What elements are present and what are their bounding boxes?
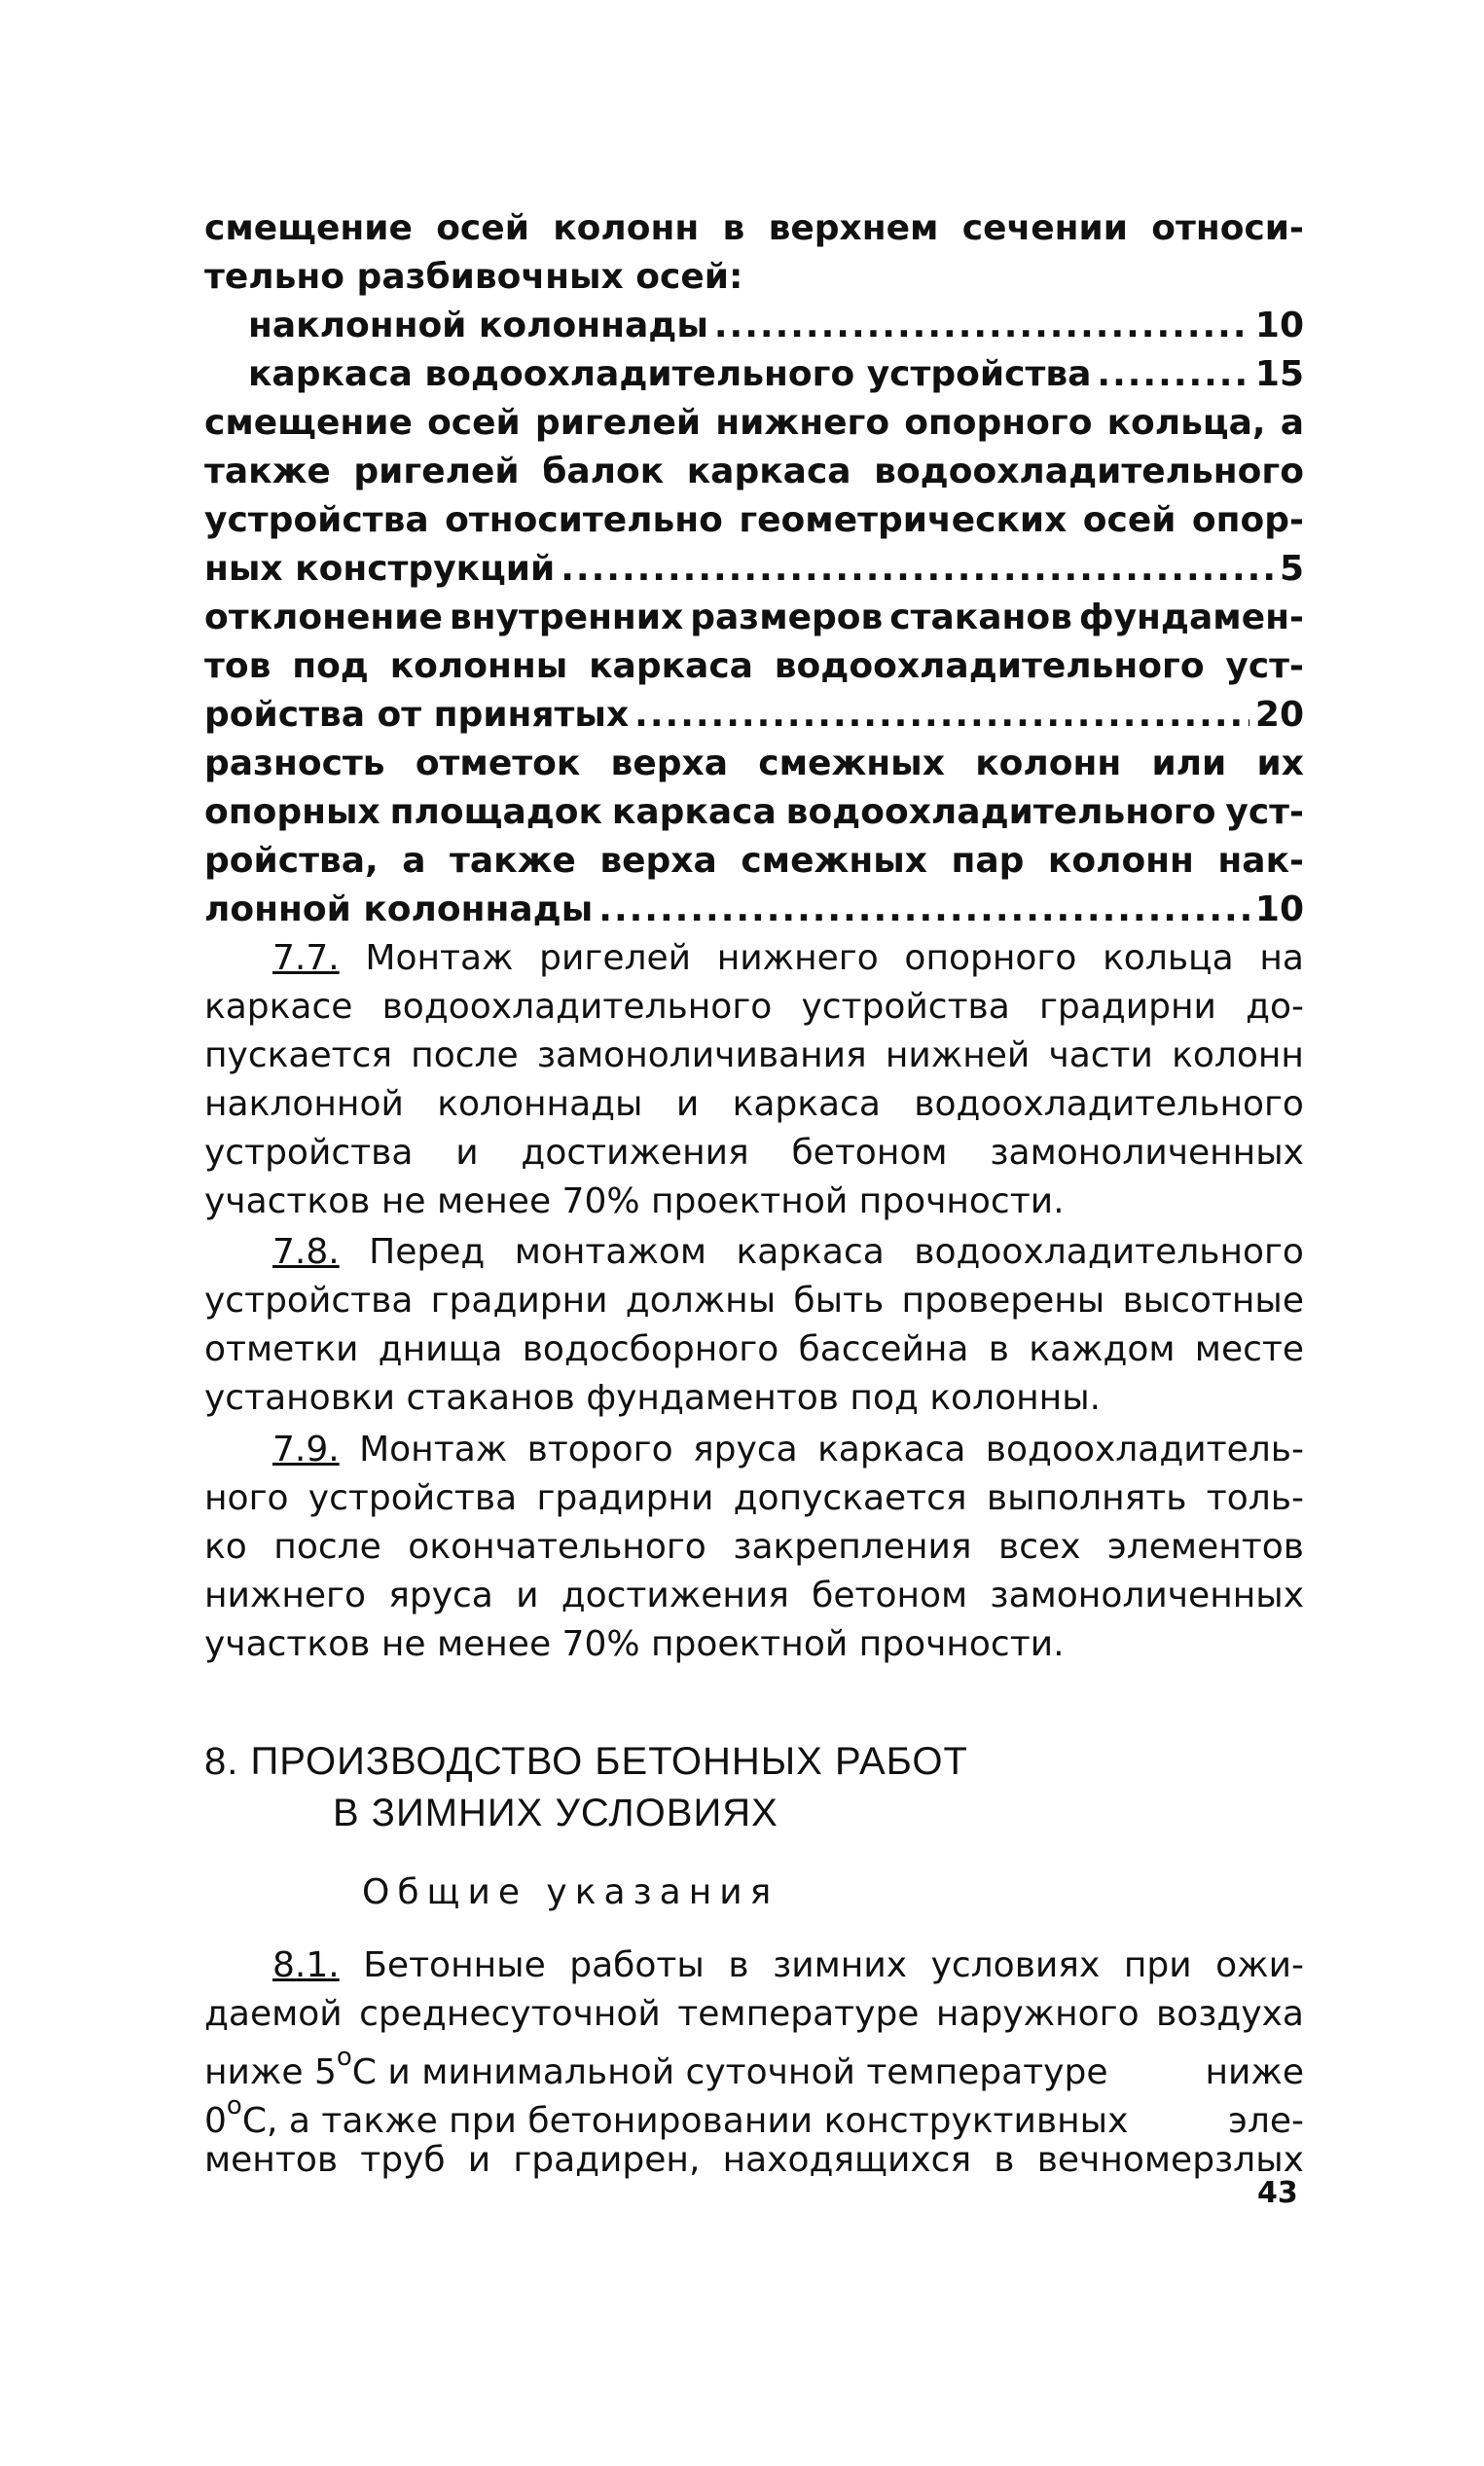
word: нижней [885, 1035, 1031, 1075]
word: толь- [1206, 1478, 1304, 1518]
text-line: $0^оС$, а также при бетонировании конструктивных эле- [204, 2091, 1304, 2141]
text-line [204, 399, 1304, 448]
word: быть [793, 1281, 885, 1321]
word: колонн [1172, 1035, 1304, 1075]
word: устройства [308, 1478, 518, 1518]
word: и [675, 1084, 700, 1124]
word: осей [436, 208, 529, 248]
word: достижения [561, 1576, 789, 1615]
word: водоохладительного [874, 452, 1304, 491]
word: каркаса [611, 792, 777, 832]
word: среднесуточной [359, 1994, 661, 2034]
word: тов [204, 646, 271, 686]
word: наружного [935, 1994, 1140, 2034]
word: водоохладитель- [985, 1430, 1304, 1469]
word: ожи- [1215, 1945, 1304, 1985]
word: колонны [389, 646, 568, 686]
leader-line: ройства от принятых ..... 20 [204, 691, 1304, 740]
word: в [994, 2140, 1015, 2180]
text-line [204, 1325, 1304, 1374]
word: ко [204, 1527, 247, 1567]
word: работы [569, 1945, 705, 1985]
word: каркаса [686, 452, 851, 491]
word: нижнего [715, 403, 890, 443]
word: градирен, [513, 2140, 701, 2180]
clause-number: 7.9. [272, 1430, 340, 1469]
word: и [467, 2140, 491, 2180]
text-line [204, 642, 1304, 691]
paragraph-7-7 [204, 934, 1304, 1226]
word: находящихся [722, 2140, 972, 2180]
word: ного [204, 1478, 289, 1518]
word: также [449, 841, 576, 881]
word: днища [378, 1329, 503, 1369]
clause-number: 8.1. [272, 1945, 340, 1985]
word: ригелей [534, 403, 702, 443]
word: отклонение [204, 598, 443, 637]
word: монтажом [514, 1232, 707, 1272]
text-line [204, 1474, 1304, 1523]
word: градирни [1039, 987, 1216, 1027]
word: водоохладительного [381, 987, 773, 1027]
word: Перед [369, 1232, 486, 1272]
word: устройства [204, 1133, 414, 1173]
word: опор- [1191, 500, 1304, 540]
word: в [728, 1945, 749, 1985]
leader-line: каркаса водоохладительного устройства ..... 15 [204, 350, 1304, 399]
word: температуре [677, 1994, 920, 2034]
word: водоохладительного [914, 1084, 1304, 1124]
text-line: ниже $5^оС$ и минимальной суточной температуре ниже [204, 2043, 1304, 2092]
text-line [204, 1277, 1304, 1325]
word: осей [1082, 500, 1176, 540]
clause-number: 7.7. [272, 938, 340, 978]
text-line [204, 1941, 1304, 1990]
word: пар [951, 841, 1025, 881]
word: замоноличивания [536, 1035, 867, 1075]
text-line [204, 983, 1304, 1032]
word: наклонной [204, 1084, 404, 1124]
text-line [204, 837, 1304, 886]
text-line [204, 740, 1304, 788]
word: верха [610, 743, 729, 783]
word: водоохладительного [774, 646, 1205, 686]
word: водоохладительного [914, 1232, 1304, 1272]
text-line [204, 2136, 1304, 2185]
clause-number: 7.8. [272, 1232, 340, 1272]
word: относи- [1151, 208, 1304, 248]
word: окончательного [408, 1527, 706, 1567]
word: опорных [204, 792, 380, 832]
text-line [204, 496, 1304, 545]
text-line [204, 1990, 1304, 2039]
page-number: 43 [1257, 2176, 1298, 2210]
word: устройства [204, 500, 429, 540]
text-line: участков не менее 70% проектной прочности. [204, 1181, 1065, 1221]
word: под [292, 646, 369, 686]
word: разность [204, 743, 385, 783]
word: колонн [1047, 841, 1194, 881]
word: нижнего [204, 1576, 366, 1615]
word: колоннады [437, 1084, 643, 1124]
section-heading-line2: В ЗИМНИХ УСЛОВИЯХ [333, 1792, 778, 1834]
word: каркасе [204, 987, 353, 1027]
word: смежных [741, 841, 927, 881]
text-line: установки стаканов фундаментов под колонны. [204, 1378, 1102, 1418]
word: в [722, 208, 745, 248]
word: закрепления [733, 1527, 972, 1567]
word: колонн [975, 743, 1122, 783]
word: месте [1194, 1329, 1304, 1369]
word: водосборного [522, 1329, 779, 1369]
word: опорного [904, 403, 1093, 443]
word: а [402, 841, 426, 881]
word: градирни [430, 1281, 608, 1321]
word: при [1123, 1945, 1192, 1985]
word: даемой [204, 1994, 343, 2034]
word: яруса [388, 1576, 493, 1615]
section-heading: 8. ПРОИЗВОДСТВО БЕТОННЫХ РАБОТ [204, 1740, 968, 1783]
word: стаканов [889, 598, 1072, 637]
degree-sign: о [226, 2091, 242, 2121]
word: кольца [1103, 938, 1234, 978]
word: верха [599, 841, 717, 881]
word: яруса [693, 1430, 798, 1469]
word: ригелей [353, 452, 520, 491]
word: элементов [1107, 1527, 1304, 1567]
word: сечении [961, 208, 1128, 248]
word: бассейна [798, 1329, 969, 1369]
word: замоноличенных [990, 1576, 1304, 1615]
word: каркаса [732, 1084, 881, 1124]
word: смежных [758, 743, 945, 783]
word: каркаса [736, 1232, 885, 1272]
word: уст- [1225, 646, 1304, 686]
word: бетоном [791, 1133, 948, 1173]
word: относительно [445, 500, 723, 540]
word: условиях [930, 1945, 1101, 1985]
word: выполнять [986, 1478, 1187, 1518]
text-line [204, 1228, 1304, 1277]
word: также [204, 452, 331, 491]
word: проверены [901, 1281, 1105, 1321]
word: бетоном [812, 1576, 968, 1615]
text-line [204, 1572, 1304, 1620]
word: части [1048, 1035, 1153, 1075]
text-line [204, 1080, 1304, 1129]
text-line [204, 1129, 1304, 1178]
subheading: Общие указания [362, 1872, 779, 1912]
word: водоохладительного [785, 792, 1216, 832]
paragraph-7-9 [204, 1426, 1304, 1669]
word: каркаса [589, 646, 753, 686]
word: Бетонные [363, 1945, 546, 1985]
word: колонн [553, 208, 700, 248]
word: пускается [204, 1035, 393, 1075]
word: нижнего [716, 938, 879, 978]
text-line [204, 594, 1304, 642]
word: после [411, 1035, 519, 1075]
text-line [204, 1032, 1304, 1080]
text-line [204, 788, 1304, 837]
leader-line: ных конструкций ..... 5 [204, 545, 1304, 594]
word: каждом [1029, 1329, 1176, 1369]
word: на [1259, 938, 1304, 978]
word: высотные [1122, 1281, 1304, 1321]
text-line: тельно разбивочных осей: [204, 257, 743, 297]
word: внутренних [449, 598, 684, 637]
word: устройства [801, 987, 1010, 1027]
word: размеров [690, 598, 884, 637]
word: площадок [389, 792, 602, 832]
text-line [204, 1523, 1304, 1572]
word: достижения [521, 1133, 749, 1173]
text-line [204, 1426, 1304, 1474]
degree-sign: о [336, 2043, 352, 2072]
word: нак- [1217, 841, 1304, 881]
word: градирни [536, 1478, 714, 1518]
leader-line: наклонной колоннады ..... 10 [204, 302, 1304, 350]
text-line: участков не менее 70% проектной прочности. [204, 1624, 1065, 1664]
word: смещение [204, 208, 413, 248]
leader-line: лонной колоннады ..... 10 [204, 886, 1304, 934]
tolerance-list [204, 204, 1304, 934]
word: геометрических [739, 500, 1068, 540]
word: ригелей [539, 938, 692, 978]
paragraph-8-1 [204, 1941, 1304, 2185]
text-line [204, 448, 1304, 496]
word: в [988, 1329, 1009, 1369]
word: отметки [204, 1329, 359, 1369]
word: до- [1246, 987, 1304, 1027]
word: или [1151, 743, 1227, 783]
word: уст- [1225, 792, 1304, 832]
word: верхнем [768, 208, 939, 248]
word: должны [625, 1281, 777, 1321]
word: устройства [204, 1281, 414, 1321]
word: отметок [415, 743, 581, 783]
word: опорного [904, 938, 1077, 978]
word: смещение [204, 403, 413, 443]
text-line [204, 204, 1304, 253]
word: фундамен- [1078, 598, 1304, 637]
word: их [1256, 743, 1304, 783]
word: зимних [773, 1945, 908, 1985]
word: труб [360, 2140, 446, 2180]
word: осей [427, 403, 521, 443]
word: а [1280, 403, 1304, 443]
word: второго [526, 1430, 673, 1469]
word: вечномерзлых [1036, 2140, 1304, 2180]
word: ройства, [204, 841, 379, 881]
word: балок [542, 452, 665, 491]
word: допускается [733, 1478, 967, 1518]
word: каркаса [817, 1430, 966, 1469]
word: и [455, 1133, 479, 1173]
word: всех [998, 1527, 1081, 1567]
text-line [204, 934, 1304, 983]
paragraph-7-8 [204, 1228, 1304, 1423]
word: ментов [204, 2140, 339, 2180]
word: замоноличенных [990, 1133, 1304, 1173]
word: после [273, 1527, 381, 1567]
word: Монтаж [359, 1430, 508, 1469]
word: и [516, 1576, 539, 1615]
word: воздуха [1156, 1994, 1304, 2034]
word: кольца, [1106, 403, 1266, 443]
word: Монтаж [365, 938, 514, 978]
